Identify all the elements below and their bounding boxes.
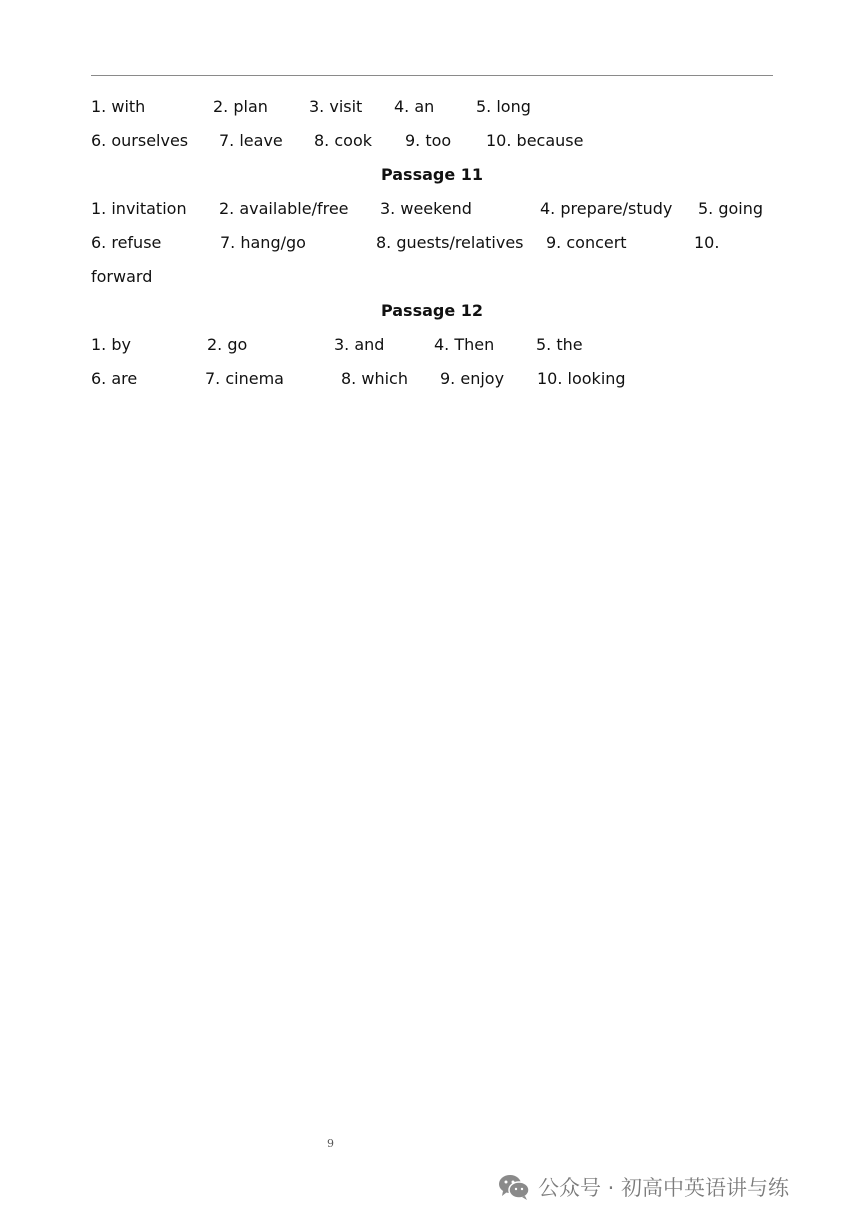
answer-item: 9. enjoy bbox=[440, 369, 505, 388]
answer-item: 7. leave bbox=[219, 131, 283, 150]
answer-item: 5. long bbox=[476, 97, 531, 116]
answer-item: 3. weekend bbox=[380, 199, 472, 218]
answer-item: 10. bbox=[694, 233, 720, 252]
answer-item: 6. ourselves bbox=[91, 131, 189, 150]
answer-item: 1. invitation bbox=[91, 199, 187, 218]
answer-item: 3. and bbox=[334, 335, 385, 354]
answer-item: 10. looking bbox=[537, 369, 626, 388]
answer-item: 4. an bbox=[394, 97, 435, 116]
answer-item: 1. by bbox=[91, 335, 131, 354]
answer-item: 7. hang/go bbox=[220, 233, 306, 252]
answer-item: forward bbox=[91, 267, 153, 286]
passage-11-title: Passage 11 bbox=[380, 165, 484, 184]
wechat-watermark bbox=[498, 1172, 789, 1202]
answer-item: 9. too bbox=[405, 131, 452, 150]
answer-item: 2. go bbox=[207, 335, 248, 354]
answer-item: 2. plan bbox=[213, 97, 268, 116]
answer-item: 6. are bbox=[91, 369, 138, 388]
answer-item: 9. concert bbox=[546, 233, 627, 252]
answer-item: 8. cook bbox=[314, 131, 372, 150]
watermark-text: 公众号 · 初高中英语讲与练 bbox=[538, 1176, 790, 1200]
answer-item: 5. going bbox=[698, 199, 764, 218]
passage-12-title: Passage 12 bbox=[380, 301, 484, 320]
answer-item: 8. guests/relatives bbox=[376, 233, 524, 252]
answer-item: 7. cinema bbox=[205, 369, 284, 388]
answer-item: 1. with bbox=[91, 97, 146, 116]
answer-item: 3. visit bbox=[309, 97, 363, 116]
page-number: 9 bbox=[327, 1137, 334, 1150]
answer-item: 8. which bbox=[341, 369, 408, 388]
answer-item: 4. prepare/study bbox=[540, 199, 673, 218]
wechat-icon bbox=[498, 1173, 530, 1201]
answer-item: 4. Then bbox=[434, 335, 495, 354]
answer-item: 6. refuse bbox=[91, 233, 162, 252]
answer-item: 10. because bbox=[486, 131, 584, 150]
answer-item: 2. available/free bbox=[219, 199, 349, 218]
answer-item: 5. the bbox=[536, 335, 583, 354]
top-rule bbox=[91, 75, 773, 76]
